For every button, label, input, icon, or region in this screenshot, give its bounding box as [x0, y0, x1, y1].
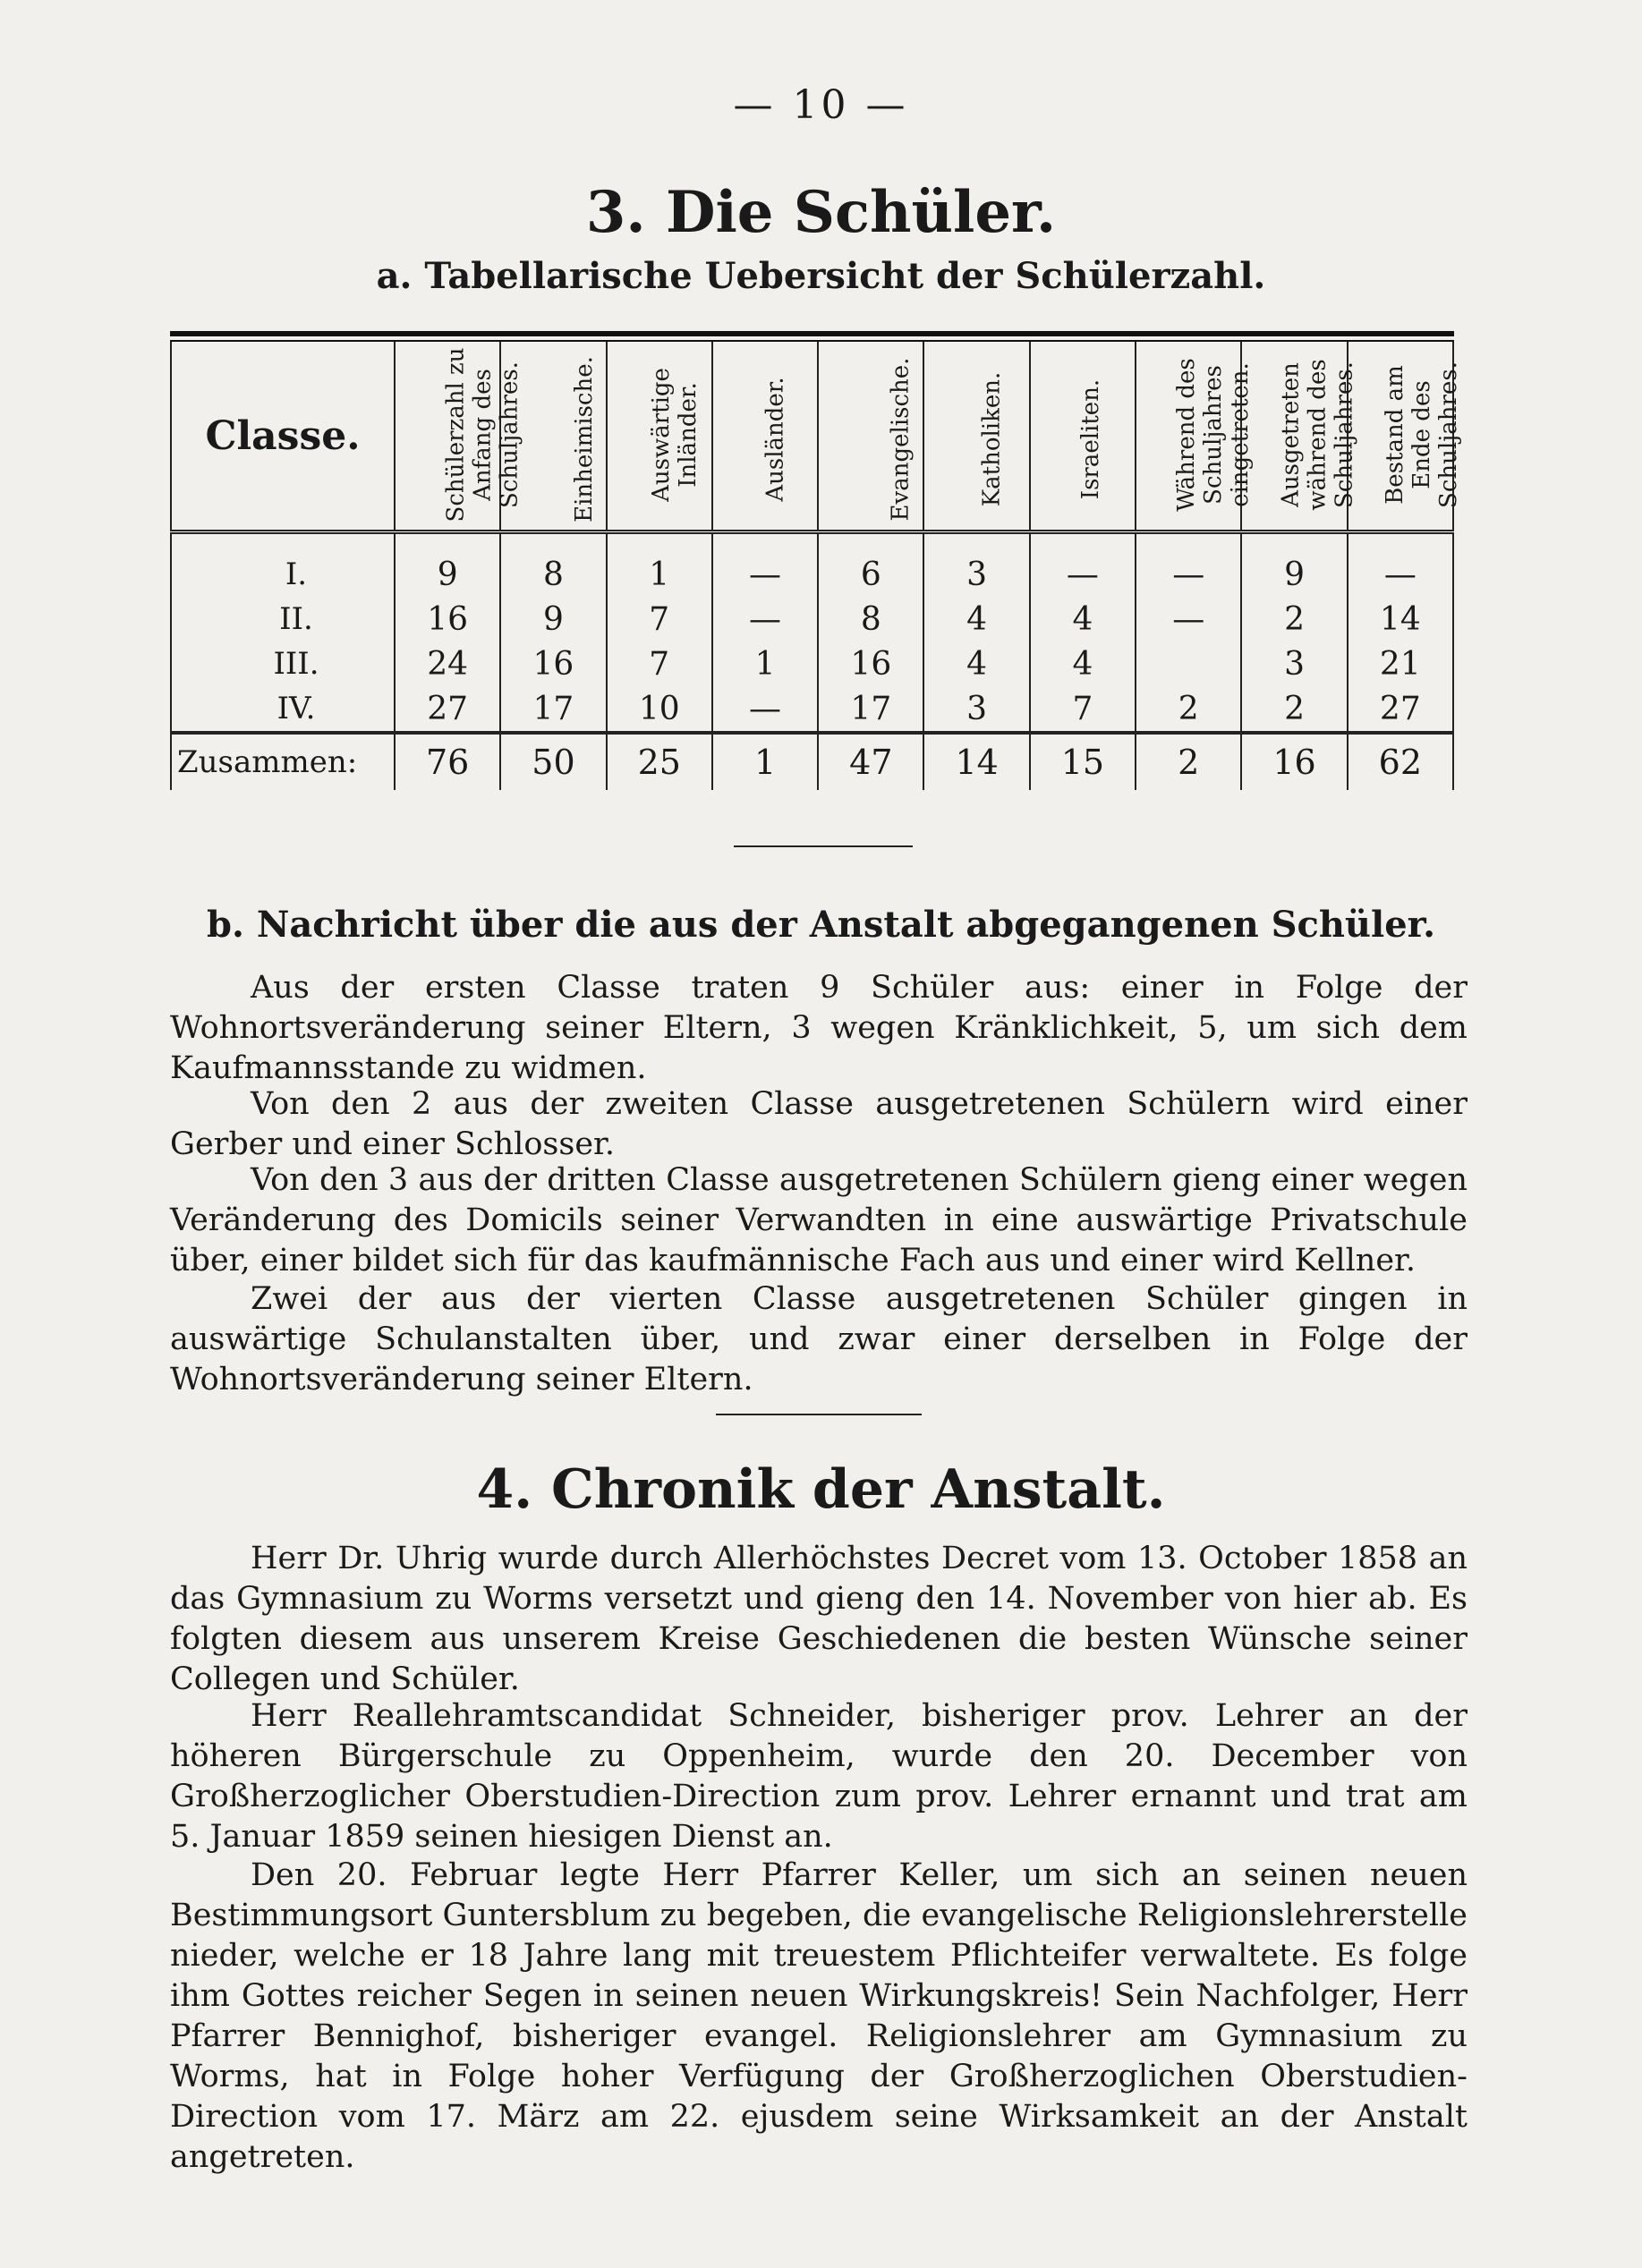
- paragraph: Den 20. Februar legte Herr Pfarrer Keller, um sich an seinen neuen Bestimmungsort Guntersblum zu begeben, die evangelische Religionslehrerstelle nieder, welche er 18 Jahre lang mit treuestem Pflichteifer verwaltete. Es folge ihm Gottes reicher Segen in seinen neuen Wirkungskreis! Sein Nachfolger, Herr Pfarrer Bennighof, bisheriger evangel. Religionslehrer am Gymnasium zu Worms, hat in Folge hoher Verfügung der Großherzoglichen Oberstudien-Direction vom 17. März am 22. ejusdem seine Wirksamkeit an der Anstalt angetreten.: [170, 1857, 1468, 2175]
- table-cell: 10: [607, 686, 712, 733]
- table-cell: 16: [395, 597, 500, 641]
- table: [170, 342, 1462, 790]
- table-cell: 1: [712, 641, 818, 686]
- table-cell: —: [1348, 532, 1453, 598]
- table-cell: 4: [1030, 597, 1136, 641]
- table-cell: 6: [818, 532, 923, 598]
- column-header: Während des Schuljahres eingetreten.: [1136, 342, 1241, 532]
- table-cell: 3: [1241, 641, 1347, 686]
- table-cell: 16: [500, 641, 606, 686]
- total-cell: 76: [395, 733, 500, 790]
- table-cell: —: [1030, 532, 1136, 598]
- table-cell: 4: [923, 641, 1029, 686]
- divider: [734, 845, 913, 847]
- column-header: Ausgetreten während des Schuljahres.: [1241, 342, 1347, 532]
- table-cell: 2: [1241, 686, 1347, 733]
- section-3-title: 3. Die Schüler.: [585, 179, 1057, 246]
- table-cell: 14: [1348, 597, 1453, 641]
- column-header: Evangelische.: [818, 342, 923, 532]
- paragraph: Von den 3 aus der dritten Classe ausgetretenen Schülern gieng einer wegen Veränderung des Domicils seiner Verwandten in eine auswärtige Privatschule über, einer bildet sich für das kaufmännische Fach aus und einer wird Kellner.: [170, 1162, 1468, 1278]
- table-cell: —: [712, 686, 818, 733]
- table-cell: —: [712, 532, 818, 598]
- table-total-row: [171, 733, 1453, 790]
- total-cell: 2: [1136, 733, 1241, 790]
- table-cell: 2: [1136, 686, 1241, 733]
- column-header: Israeliten.: [1030, 342, 1136, 532]
- page-number: — 10 —: [733, 82, 909, 128]
- table-cell: 27: [395, 686, 500, 733]
- table-row: [171, 597, 1453, 641]
- table-cell: 21: [1348, 641, 1453, 686]
- table-cell: 3: [923, 532, 1029, 598]
- table-cell: —: [712, 597, 818, 641]
- table-cell: 17: [818, 686, 923, 733]
- table-cell: 17: [500, 686, 606, 733]
- column-header: Ausländer.: [712, 342, 818, 532]
- section-b-title: b. Nachricht über die aus der Anstalt abgegangenen Schüler.: [207, 904, 1435, 946]
- table-cell: 7: [607, 597, 712, 641]
- table-cell: 4: [1030, 641, 1136, 686]
- table-cell: 24: [395, 641, 500, 686]
- paragraph: Herr Dr. Uhrig wurde durch Allerhöchstes Decret vom 13. October 1858 an das Gymnasium zu Worms versetzt und gieng den 14. November von hier ab. Es folgten diesem aus unserem Kreise Geschiedenen die besten Wünsche seiner Collegen und Schüler.: [170, 1541, 1468, 1697]
- total-cell: 15: [1030, 733, 1136, 790]
- total-cell: 1: [712, 733, 818, 790]
- paragraph: Zwei der aus der vierten Classe ausgetretenen Schüler gingen in auswärtige Schulanstalten über, und zwar einer derselben in Folge der Wohnortsveränderung seiner Eltern.: [170, 1281, 1468, 1397]
- table-cell: 16: [818, 641, 923, 686]
- table-cell: 1: [607, 532, 712, 598]
- total-cell: 62: [1348, 733, 1453, 790]
- paragraph: Von den 2 aus der zweiten Classe ausgetretenen Schülern wird einer Gerber und einer Schlosser.: [170, 1086, 1468, 1162]
- total-cell: 14: [923, 733, 1029, 790]
- divider: [716, 1414, 922, 1415]
- table-cell: 3: [923, 686, 1029, 733]
- paragraph: Herr Reallehramtscandidat Schneider, bisheriger prov. Lehrer an der höheren Bürgerschule zu Oppenheim, wurde den 20. December von Großherzoglicher Oberstudien-Direction zum prov. Lehrer ernannt und trat am 5. Januar 1859 seinen hiesigen Dienst an.: [170, 1698, 1468, 1855]
- total-cell: 50: [500, 733, 606, 790]
- total-cell: 47: [818, 733, 923, 790]
- table-cell: 9: [1241, 532, 1347, 598]
- table-cell: 7: [1030, 686, 1136, 733]
- table-row: [171, 532, 1453, 598]
- section-3a-subtitle: a. Tabellarische Uebersicht der Schülerzahl.: [376, 255, 1266, 297]
- column-header: Bestand am Ende des Schuljahres.: [1348, 342, 1453, 532]
- table-cell: [1136, 641, 1241, 686]
- table-cell: 9: [500, 597, 606, 641]
- table-cell: —: [1136, 532, 1241, 598]
- total-cell: 25: [607, 733, 712, 790]
- total-cell: 16: [1241, 733, 1347, 790]
- table-cell: 8: [500, 532, 606, 598]
- table-cell: 9: [395, 532, 500, 598]
- table-cell: 2: [1241, 597, 1347, 641]
- column-header: Auswärtige Inländer.: [607, 342, 712, 532]
- table-cell: 7: [607, 641, 712, 686]
- row-class-label: III.: [171, 641, 395, 686]
- table-top-rule: [170, 331, 1454, 336]
- table-cell: 27: [1348, 686, 1453, 733]
- table-header-row: [171, 342, 1453, 532]
- section-4-title: 4. Chronik der Anstalt.: [476, 1458, 1166, 1521]
- row-class-label: II.: [171, 597, 395, 641]
- row-class-label: I.: [171, 532, 395, 598]
- total-label: Zusammen:: [171, 733, 395, 790]
- table-cell: 8: [818, 597, 923, 641]
- column-header: Einheimische.: [500, 342, 606, 532]
- student-count-table: [170, 331, 1462, 790]
- column-header: Schülerzahl zu Anfang des Schuljahres.: [395, 342, 500, 532]
- table-cell: —: [1136, 597, 1241, 641]
- row-class-label: IV.: [171, 686, 395, 733]
- column-header: Katholiken.: [923, 342, 1029, 532]
- column-header-class: Classe.: [171, 342, 395, 532]
- table-row: [171, 641, 1453, 686]
- paragraph: Aus der ersten Classe traten 9 Schüler aus: einer in Folge der Wohnortsveränderung seiner Eltern, 3 wegen Kränklichkeit, 5, um sich dem Kaufmannsstande zu widmen.: [170, 970, 1468, 1086]
- table-cell: 4: [923, 597, 1029, 641]
- table-row: [171, 686, 1453, 733]
